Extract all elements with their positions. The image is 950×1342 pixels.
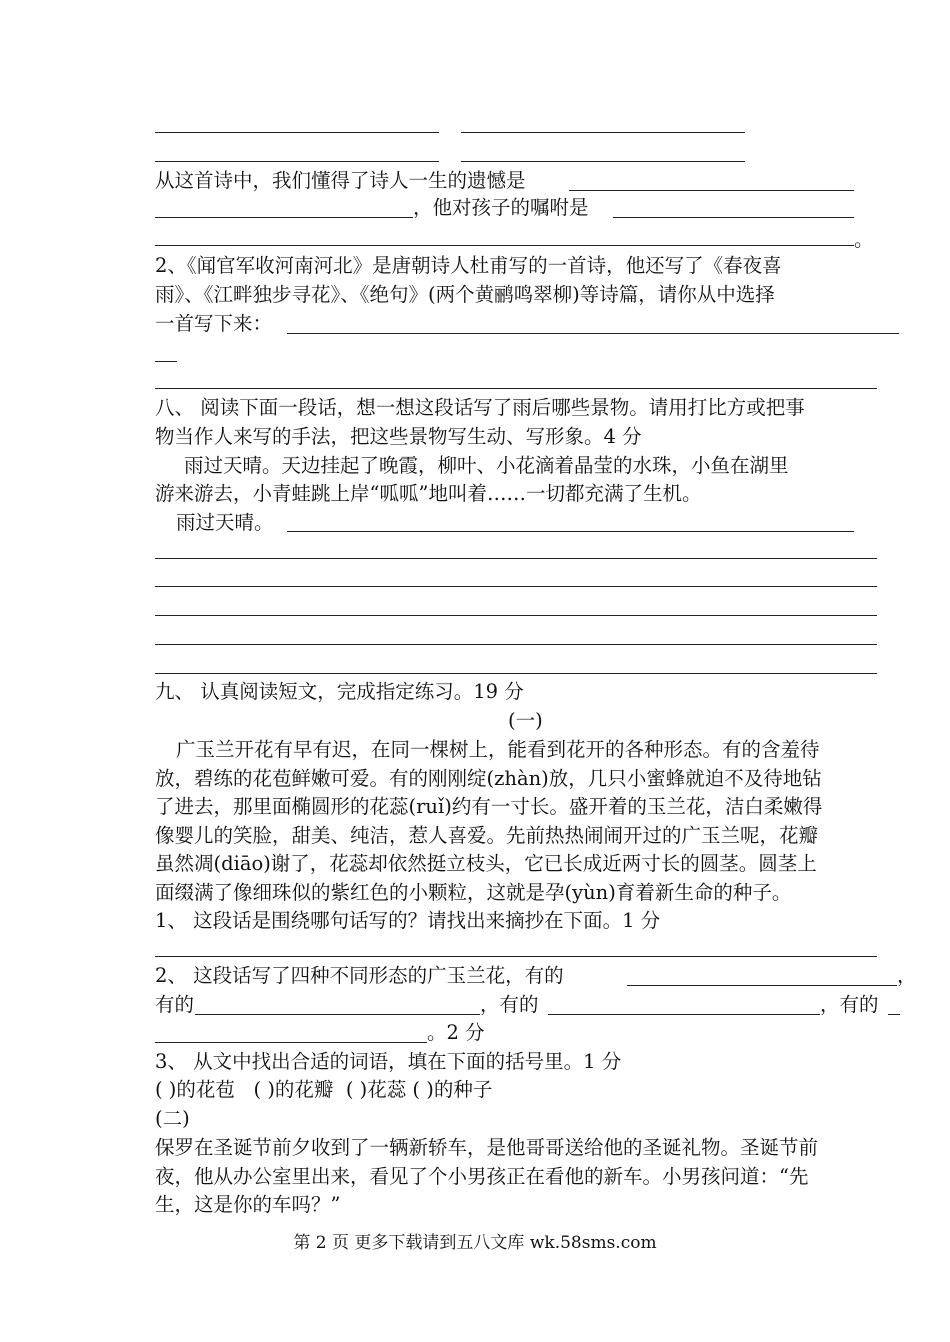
answer-line (155, 644, 877, 645)
text-line: 游来游去，小青蛙跳上岸“呱呱”地叫着……一切都充满了生机。 (155, 482, 702, 505)
text-line: 放，碧练的花苞鲜嫩可爱。有的刚刚绽(zhàn)放，几只小蜜蜂就迫不及待地钻 (155, 767, 822, 790)
answer-line (287, 531, 854, 532)
text-line: ， (897, 964, 917, 987)
answer-line (155, 673, 877, 674)
text-line: 雨》、《江畔独步寻花》、《绝句》(两个黄鹂鸣翠柳)等诗篇，请你从中选择 (155, 283, 775, 306)
answer-line (888, 1014, 900, 1015)
page-footer: 第 2 页 更多下载请到五八文库 wk.58sms.com (293, 1233, 657, 1253)
answer-line (155, 1042, 427, 1043)
text-line: 生，这是你的车吗？” (155, 1193, 341, 1216)
subsection-title: (二) (155, 1107, 190, 1130)
answer-line (155, 388, 877, 389)
answer-line (155, 132, 439, 133)
answer-line (461, 161, 745, 162)
subsection-title: (一) (508, 709, 543, 732)
fill-brackets: ( )的花苞 ( )的花瓣 ( )花蕊 ( )的种子 (155, 1078, 493, 1101)
question-3: 3、 从文中找出合适的词语，填在下面的括号里。1 分 (155, 1050, 622, 1073)
answer-line (569, 190, 854, 191)
answer-line (155, 245, 854, 246)
answer-line (613, 217, 854, 218)
text-line: 广玉兰开花有早有迟，在同一棵树上，能看到花开的各种形态。有的含羞待 (176, 738, 820, 761)
answer-line (155, 615, 877, 616)
text-line: 雨过天晴。天边挂起了晚霞，柳叶、小花滴着晶莹的水珠，小鱼在湖里 (184, 454, 789, 477)
answer-line (461, 132, 745, 133)
question-1: 1、 这段话是围绕哪句话写的？请找出来摘抄在下面。1 分 (155, 909, 661, 932)
text-line: 物当作人来写的手法，把这些景物写生动、写形象。4 分 (155, 425, 642, 448)
text-line: 从这首诗中，我们懂得了诗人一生的遗憾是 (155, 169, 526, 192)
text-line: 像婴儿的笑脸，甜美、纯洁，惹人喜爱。先前热热闹闹开过的广玉兰呢，花瓣 (155, 824, 819, 847)
text-line: ，他对孩子的嘱咐是 (413, 196, 589, 219)
text-line: 了进去，那里面椭圆形的花蕊(ruǐ)约有一寸长。盛开着的玉兰花，洁白柔嫩得 (155, 795, 823, 818)
text-line: 雨过天晴。 (176, 511, 274, 534)
answer-line (155, 217, 413, 218)
text-line: 。2 分 (427, 1021, 485, 1044)
answer-line (627, 985, 897, 986)
text-line: 。 (854, 228, 874, 251)
answer-line (548, 1014, 820, 1015)
text-line: ，有的 (480, 993, 539, 1016)
text-line: 虽然凋(diāo)谢了，花蕊却依然挺立枝头，它已长成近两寸长的圆茎。圆茎上 (155, 852, 817, 875)
answer-line (155, 956, 877, 957)
answer-line (155, 586, 877, 587)
section-9-title: 九、 认真阅读短文，完成指定练习。19 分 (155, 680, 524, 703)
answer-line (155, 558, 877, 559)
text-line: 夜，他从办公室里出来，看见了个小男孩正在看他的新车。小男孩问道：“先 (155, 1165, 809, 1188)
answer-line (155, 361, 177, 362)
text-line: 一首写下来： (155, 312, 273, 335)
answer-line (195, 1014, 480, 1015)
text-line: 有的 (155, 993, 195, 1016)
answer-line (155, 161, 439, 162)
answer-line (287, 333, 899, 334)
question-2: 2、 这段话写了四种不同形态的广玉兰花，有的 (155, 964, 564, 987)
text-line: 面缀满了像细珠似的紫红色的小颗粒，这就是孕(yùn)育着新生命的种子。 (155, 881, 792, 904)
section-8-title: 八、 阅读下面一段话，想一想这段话写了雨后哪些景物。请用打比方或把事 (155, 396, 805, 419)
text-line: 保罗在圣诞节前夕收到了一辆新轿车，是他哥哥送给他的圣诞礼物。圣诞节前 (155, 1136, 819, 1159)
text-line: ，有的 (820, 993, 879, 1016)
text-line: 2、《闻官军收河南河北》是唐朝诗人杜甫写的一首诗，他还写了《春夜喜 (155, 254, 782, 277)
